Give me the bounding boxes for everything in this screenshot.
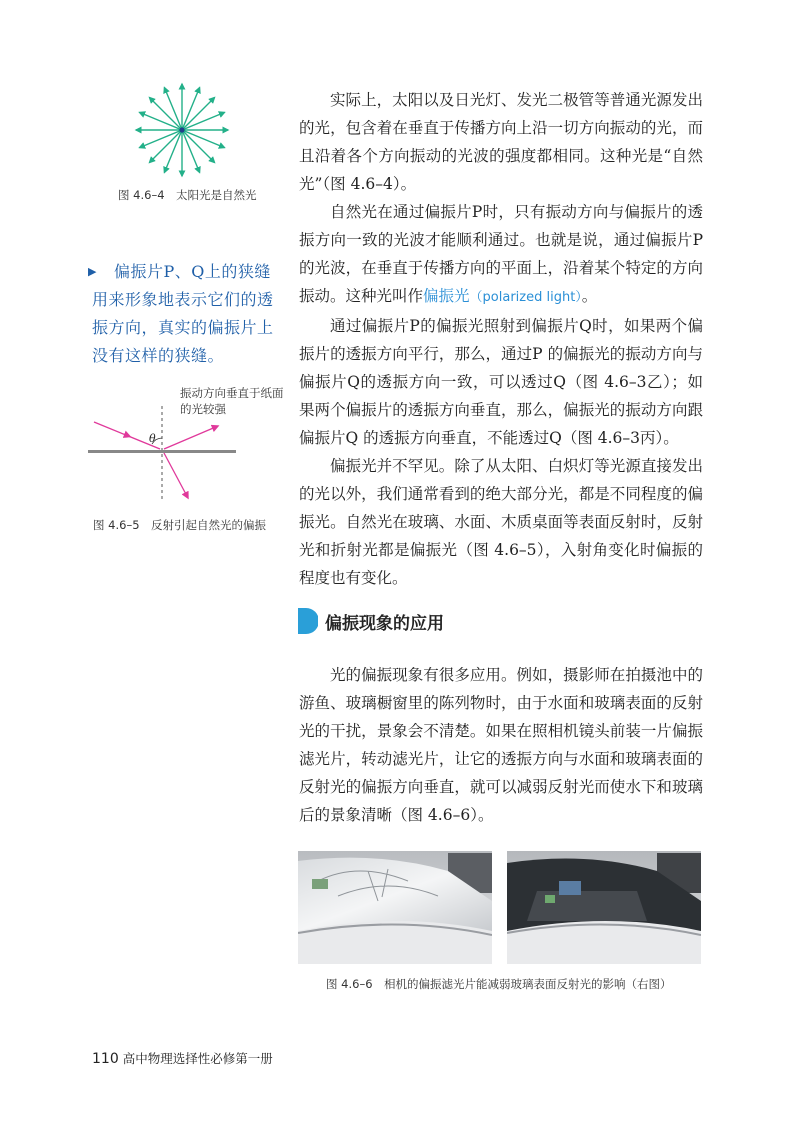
paragraph-1: 实际上，太阳以及日光灯、发光二极管等普通光源发出的光，包含着在垂直于传播方向上沿一切方向振动的光，而且沿着各个方向振动的光波的强度都相同。这种光是“自然光”（图 4.6–4）。 [299,91,703,193]
fig-464-caption: 图 4.6–4 太阳光是自然光 [118,188,257,202]
section-marker-icon [296,608,318,634]
page-number: 110 [92,1051,119,1067]
section-body [299,661,703,829]
page-footer [92,1049,273,1067]
photo-with-filter [507,851,701,964]
fig-465-caption: 图 4.6–5 反射引起自然光的偏振 [93,518,267,532]
paragraph-2: 自然光在通过偏振片P时，只有振动方向与偏振片的透振方向一致的光波才能顺利通过。也就是说，通过偏振片P 的光波，在垂直于传播方向的平面上，沿着某个特定的方向振动。这种光叫作偏振光（polarized light）。 [299,203,703,305]
paragraph-2-text: 自然光在通过偏振片P时，只有振动方向与偏振片的透振方向一致的光波才能顺利通过。也就是说，通过偏振片P 的光波，在垂直于传播方向的平面上，沿着某个特定的方向振动。这种光叫作 [299,203,703,305]
photo-without-filter [298,851,492,964]
reflection-diagram [86,400,246,510]
main-body [299,86,703,592]
side-note [88,258,282,370]
fig-465-label: 振动方向垂直于纸面的光较强 [180,386,284,416]
refracted-ray [164,453,188,498]
section-title: 偏振现象的应用 [325,614,444,634]
star-center-dot [179,127,184,132]
reflected-ray [164,426,218,449]
paragraph-3: 通过偏振片P的偏振光照射到偏振片Q时，如果两个偏振片的透振方向平行，那么，通过P 的偏振光的振动方向与偏振片Q的透振方向一致，可以透过Q（图 4.6–3乙）；如果两个偏振片的透振方向垂直，那么，偏振光的振动方向跟偏振片Q 的透振方向垂直，不能透过Q（图 4.6–3丙）。 [299,317,703,447]
triangle-marker-icon: ▶ [88,265,97,278]
angle-theta-label: θ [149,432,156,445]
paragraph-5: 光的偏振现象有很多应用。例如，摄影师在拍摄池中的游鱼、玻璃橱窗里的陈列物时，由于水面和玻璃表面的反射光的干扰，景象会不清楚。如果在照相机镜头前装一片偏振滤光片，转动滤光片，让它的透振方向与水面和玻璃表面的反射光的偏振方向垂直，就可以减弱反射光而使水下和玻璃后的景象清晰（图 4.6–6）。 [299,666,703,824]
paragraph-4: 偏振光并不罕见。除了从太阳、白炽灯等光源直接发出的光以外，我们通常看到的绝大部分光，都是不同程度的偏振光。自然光在玻璃、水面、木质桌面等表面反射时，反射光和折射光都是偏振光（图 4.6–5），入射角变化时偏振的程度也有变化。 [299,457,703,587]
book-title: 高中物理选择性必修第一册 [122,1051,273,1066]
reflecting-surface [88,450,236,453]
natural-light-star-diagram [130,78,234,182]
term-english: （polarized light） [469,290,582,305]
side-note-text: 偏振片P、Q上的狭缝用来形象地表示它们的透振方向，真实的偏振片上没有这样的狭缝。 [92,262,274,365]
fig-466-caption: 图 4.6–6 相机的偏振滤光片能减弱玻璃表面反射光的影响（右图） [326,977,672,991]
term-polarized-light: 偏振光 [423,287,470,305]
